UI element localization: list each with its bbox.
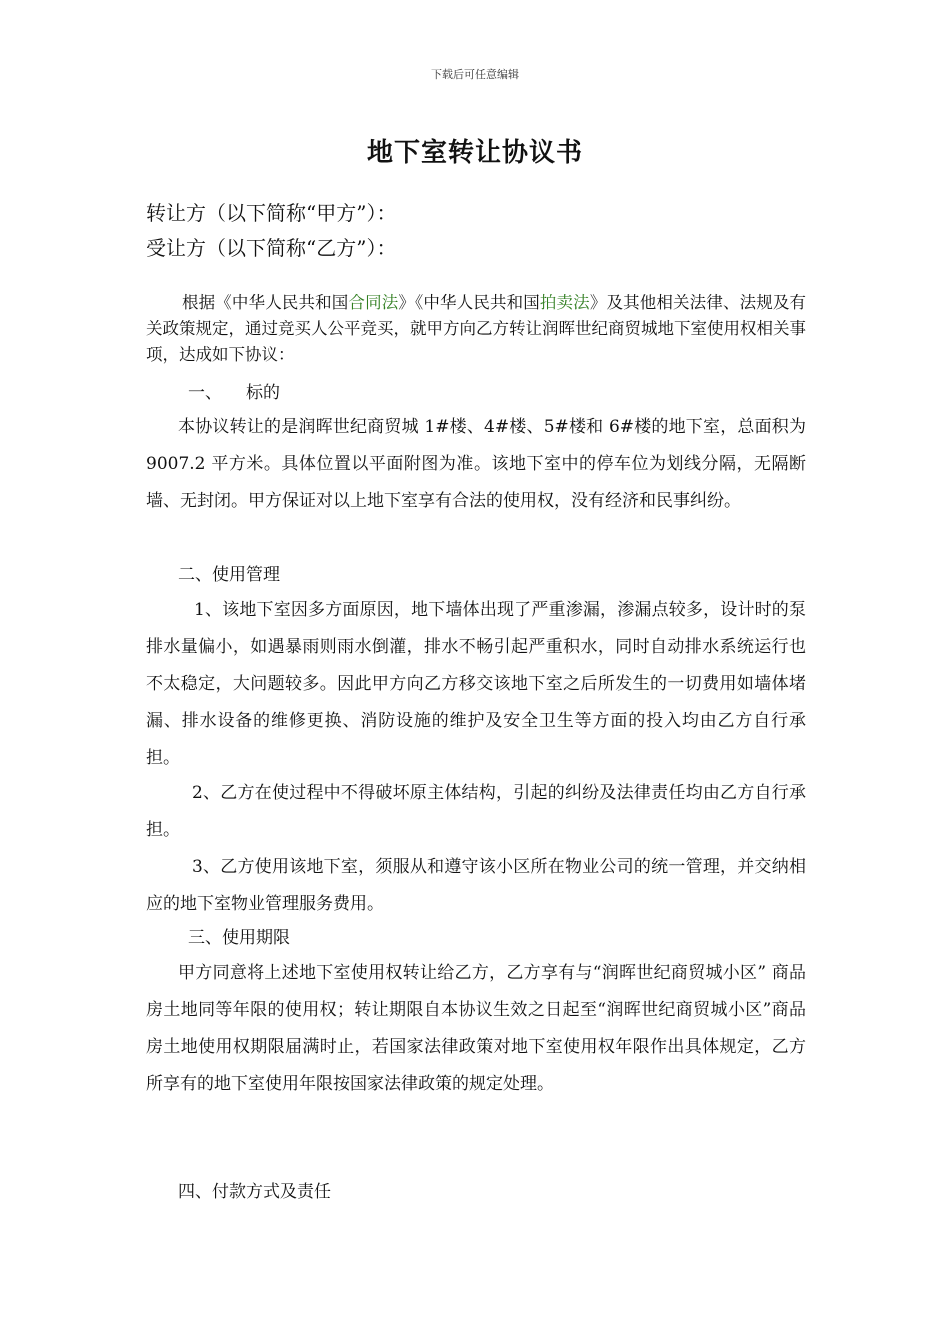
section-2-item-3: 3、乙方使用该地下室，须服从和遵守该小区所在物业公司的统一管理，并交纳相应的地下室物业管理服务费用。 bbox=[146, 857, 806, 914]
document-title: 地下室转让协议书 bbox=[366, 138, 583, 168]
transferor-line: 转让方（以下简称“甲方”）： bbox=[146, 201, 397, 225]
intro-paragraph bbox=[146, 290, 806, 368]
intro-text-1: 根据《中华人民共和国 bbox=[182, 293, 349, 312]
intro-text-3: 》及其他相关法律、法规及有关政策规定，通过竞买人公平竞买，就甲方向乙方转让润晖世纪商贸城地下室使用权相关事项，达成如下协议： bbox=[146, 293, 807, 364]
section-1-body: 本协议转让的是润晖世纪商贸城 1#楼、4#楼、5#楼和 6#楼的地下室，总面积为 9007.2 平方米。具体位置以平面附图为准。该地下室中的停车位为划线分隔，无隔断墙、无封闭。甲方保证对以上地下室享有合法的使用权，没有经济和民事纠纷。 bbox=[146, 417, 806, 511]
section-2-item-1: 1、该地下室因多方面原因，地下墙体出现了严重渗漏，渗漏点较多，设计时的泵排水量偏小，如遇暴雨则雨水倒灌，排水不畅引起严重积水，同时自动排水系统运行也不太稳定，大问题较多。因此甲方向乙方移交该地下室之后所发生的一切费用如墙体堵漏、排水设备的维修更换、消防设施的维护及安全卫生等方面的投入均由乙方自行承担。 bbox=[146, 600, 806, 768]
transferee-line: 受让方（以下简称“乙方”）： bbox=[146, 236, 397, 260]
section-4-heading: 四、付款方式及责任 bbox=[178, 1182, 331, 1202]
header-note: 下载后可任意编辑 bbox=[431, 68, 519, 81]
section-3-heading: 三、使用期限 bbox=[188, 928, 290, 948]
section-2-item-2: 2、乙方在使过程中不得破坏原主体结构，引起的纠纷及法律责任均由乙方自行承担。 bbox=[146, 783, 806, 840]
section-1-number: 一、 bbox=[188, 383, 222, 403]
auction-law-link[interactable]: 拍卖法 bbox=[539, 293, 590, 312]
section-1-heading bbox=[188, 381, 280, 405]
section-1-title: 标的 bbox=[246, 383, 280, 403]
section-3-body: 甲方同意将上述地下室使用权转让给乙方，乙方享有与“润晖世纪商贸城小区” 商品房土地同等年限的使用权；转让期限自本协议生效之日起至“润晖世纪商贸城小区”商品房土地使用权期限届满时止，若国家法律政策对地下室使用权年限作出具体规定，乙方所享有的地下室使用年限按国家法律政策的规定处理。 bbox=[146, 963, 806, 1094]
intro-text-2: 》《中华人民共和国 bbox=[398, 293, 540, 312]
section-2-heading: 二、使用管理 bbox=[178, 565, 280, 585]
contract-law-link[interactable]: 合同法 bbox=[348, 293, 399, 312]
